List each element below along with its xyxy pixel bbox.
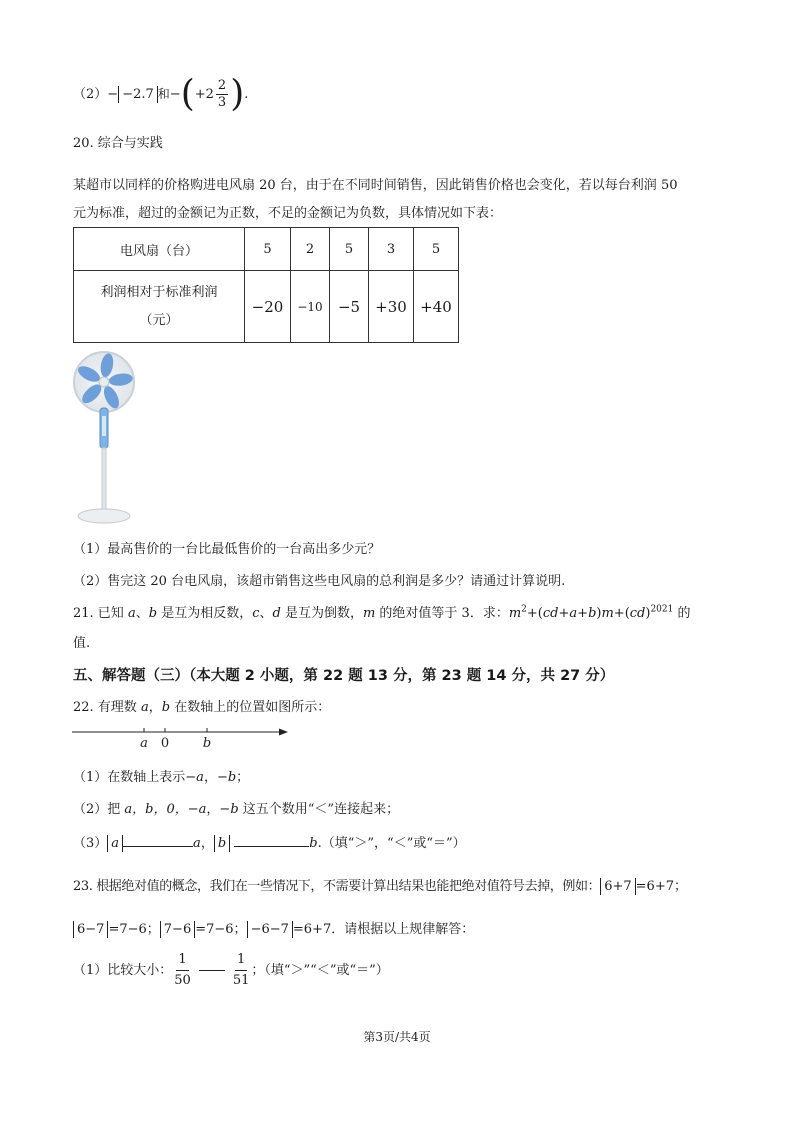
table-header-profit-line1: 利润相对于标准利润 [100,284,218,300]
q23-example-rhs: =6+7 [635,879,674,894]
q23-text: ；（填“＞”“＜”或“＝”） [251,963,389,978]
q20-paragraph-line2: 元为标准，超过的金额记为正数，不足的金额记为负数，具体情况如下表： [73,206,503,221]
q20-profit-table [73,227,459,343]
abs-b: b [214,835,230,852]
var-c: c [252,606,260,621]
expr-part: +( [526,606,543,621]
q22-text: ； [236,770,250,785]
answer-blank-compare[interactable] [199,970,225,971]
table-cell: 5 [330,228,369,271]
q22-text: ， [200,836,214,851]
answer-blank-2[interactable] [234,846,309,847]
q22-sub2 [73,798,399,817]
q21-text: 是互为相反数， [157,606,253,621]
table-cell: −5 [330,271,369,343]
abs-example-2: 6−7 [73,921,108,938]
q22-text: 这五个数用“＜”连接起来； [238,802,400,817]
q21-line2: 值. [73,636,91,651]
q21-text: 是互为倒数， [280,606,363,621]
expr-part: m [601,606,614,621]
q22-text: （3） [73,836,108,851]
var-m: m [362,606,376,621]
axis-label-b: b [202,736,212,751]
fraction-den: 50 [174,973,191,988]
q23-example-rhs: =6+7 [292,922,332,937]
q23-sub1 [73,950,389,992]
table-cell: +30 [369,271,414,343]
axis-label-a: a [140,736,148,751]
abs-example-3: 7−6 [160,921,195,938]
q19-paren-left: ( [180,73,195,115]
q23-example-rhs: =7−6 [195,922,234,937]
table-cell: −10 [291,271,330,343]
q19-paren-right: ) [230,73,245,115]
q19-part2 [73,73,249,115]
fraction-num: 1 [176,950,188,971]
var-d: d [272,606,281,621]
number-line [72,722,294,754]
fraction-num: 1 [235,950,247,971]
q20-paragraph-line1: 某超市以同样的价格购进电风扇 20 台，由于在不同时间销售，因此销售价格也会变化，若以每台利润 50 [73,178,678,193]
var-a: a [140,700,149,715]
fraction-den: 51 [232,973,250,988]
var-b: b [161,700,171,715]
expr-part: +( [613,606,630,621]
var-b: b [148,606,158,621]
q22-sub1 [73,766,249,785]
q19-end: . [244,87,249,102]
abs-a: a [107,835,123,852]
q19-minus-2: − [169,87,181,102]
q22-text: 在数轴上的位置如图所示： [170,700,331,715]
electric-fan-image [72,350,140,528]
q23-text: ； [233,922,247,937]
q19-abs-value [118,86,158,103]
q19-part2-label: （2） [73,87,108,102]
q22-text: （1）在数轴上表示 [73,770,186,785]
abs-example-1: 6+7 [600,878,635,895]
q22-sub3 [73,832,466,852]
q22-text: （2）把 [73,802,125,817]
page-footer: 第3页/共4页 [363,1030,431,1044]
var-a: a [193,836,201,851]
expr-neg-b: −b [216,770,237,785]
table-header-profit-line2: （元） [139,312,179,328]
arrow-right-icon [279,729,288,736]
q20-sub1: （1）最高售价的一台比最低售价的一台高出多少元？ [73,542,381,557]
q21-text: 、 [135,606,149,621]
table-cell: 5 [245,228,291,271]
abs-example-4: −6−7 [247,921,293,938]
expr-part: a [569,606,578,621]
q21-text: 、 [259,606,273,621]
q22-number-list: a，b，0， [124,802,188,817]
expr-part: b [588,606,597,621]
q19-abs-inner: −2.7 [122,87,154,102]
q22-text: ， [203,770,217,785]
q23-example-rhs: =7−6 [108,922,147,937]
section-five-title: 五、解答题（三）（本大题 2 小题，第 22 题 13 分，第 23 题 14 分，共 27 分） [73,668,615,684]
q22-text: 22. 有理数 [73,700,141,715]
q19-fraction [216,78,228,111]
q23-text: （1）比较大小： [73,963,173,978]
q22-text: ， [148,700,162,715]
expr-neg-b: −b [219,802,239,817]
var-a: a [127,606,136,621]
table-cell: 3 [369,228,414,271]
q21-line1 [73,602,691,621]
answer-blank-1[interactable] [123,846,193,847]
q20-title: 20. 综合与实践 [73,136,163,151]
table-cell: 2 [291,228,330,271]
q22-text: .（填“＞”，“＜”或“＝”） [317,836,466,851]
q23-text: ．请根据以上规律解答： [331,922,475,937]
q19-fraction-den: 3 [217,95,227,110]
expr-exponent: 2 [521,604,527,615]
fraction-1-51 [233,950,250,991]
expr-neg-a: −a [187,802,207,817]
fraction-1-50 [174,950,191,991]
table-cell: +40 [414,271,459,343]
q23-text: ； [146,922,160,937]
q23-text: ； [673,879,687,894]
expr-part: + [577,606,589,621]
table-row [74,228,459,271]
q23-line1 [73,875,687,895]
expr-part: + [558,606,570,621]
table-cell: −20 [245,271,291,343]
axis-label-zero: 0 [160,736,170,751]
q22-title [73,696,330,715]
q23-line2 [73,918,474,938]
expr-part: m [508,606,522,621]
expr-exponent: 2021 [650,604,674,615]
q20-sub2: （2）售完这 20 台电风扇，该超市销售这些电风扇的总利润是多少？请通过计算说明. [73,574,566,589]
q19-mixed-whole: +2 [194,87,214,102]
table-header-profit [74,271,245,343]
q21-text: 的绝对值等于 3．求： [375,606,509,621]
expr-part: cd [629,606,646,621]
q21-text: 21. 已知 [73,606,128,621]
table-cell: 5 [414,228,459,271]
q19-fraction-num: 2 [217,78,227,93]
table-row [74,271,459,343]
q19-and: 和 [157,87,170,101]
q22-text: ， [206,802,220,817]
expr-part: ) [596,606,602,621]
expr-neg-a: −a [185,770,204,785]
q23-text: 23. 根据绝对值的概念，我们在一些情况下，不需要计算出结果也能把绝对值符号去掉，例如： [73,879,601,894]
expr-part: ) [645,606,651,621]
table-header-fans: 电风扇（台） [74,228,245,271]
expr-part: cd [542,606,559,621]
var-b: b [309,836,318,851]
q21-text: 的 [673,606,691,621]
q19-minus-1: − [107,87,119,102]
